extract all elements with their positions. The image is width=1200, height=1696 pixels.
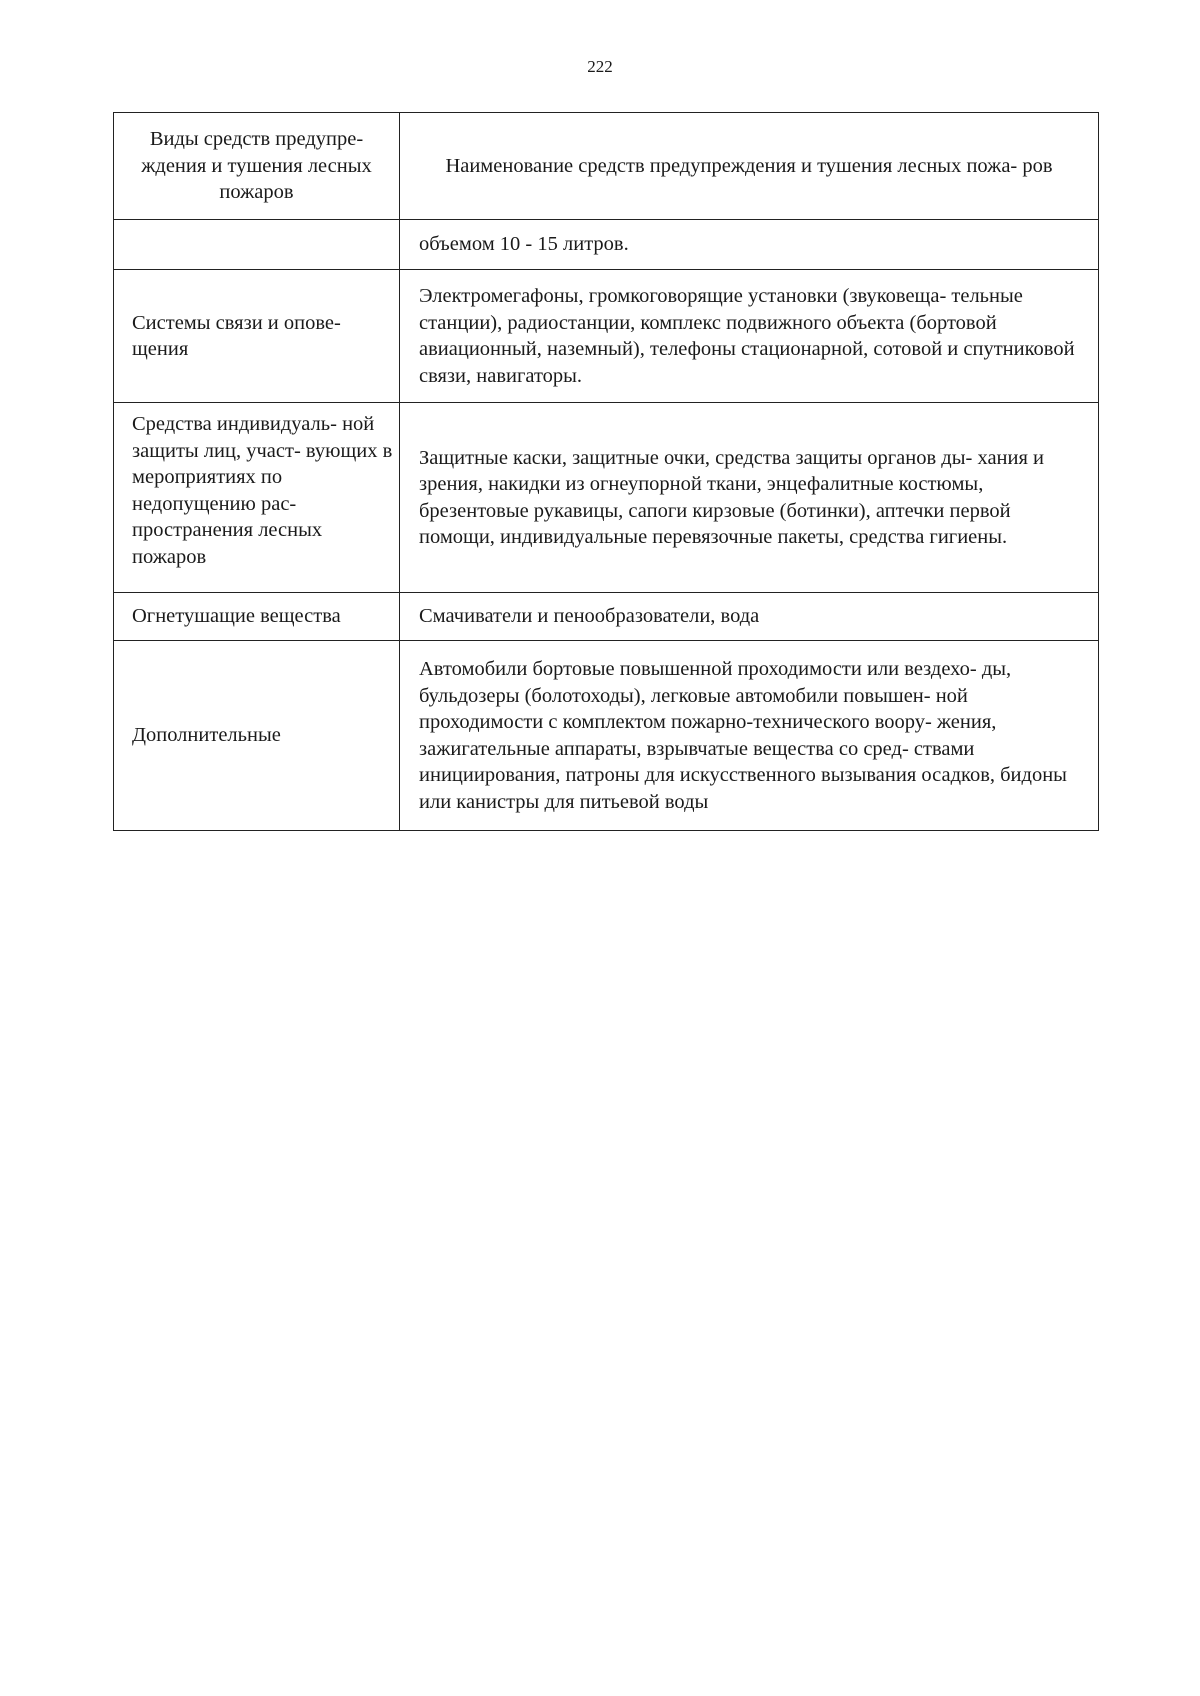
row-kind-cell [114,220,400,270]
row-kind-cell: Дополнительные [114,641,400,831]
row-kind-cell: Системы связи и опове- щения [114,270,400,403]
header-description-text: Наименование средств предупреждения и тушения лесных пожа- ров [445,154,1053,177]
row-description-cell: Электромегафоны, громкоговорящие установки (звуковеща- тельные станции), радиостанции, комплекс подвижного объекта (бортовой авиационный, наземный), телефоны стационарной, сотовой и спутниковой связи, навигаторы. [400,270,1099,403]
row-kind-cell: Огнетушащие вещества [114,593,400,641]
table-row [114,270,1099,403]
row-description-cell: объемом 10 - 15 литров. [400,220,1099,270]
table-row [114,593,1099,641]
row-description-cell: Смачиватели и пенообразователи, вода [400,593,1099,641]
table-row [114,220,1099,270]
table-row [114,641,1099,831]
row-kind-cell: Средства индивидуаль- ной защиты лиц, участ- вующих в мероприятиях по недопущению рас- пространения лесных пожаров [114,403,400,593]
row-description-cell: Автомобили бортовые повышенной проходимости или вездехо- ды, бульдозеры (болотоходы), легковые автомобили повышен- ной проходимости с комплектом пожарно-технического воору- жения, зажигательные аппараты, взрывчатые вещества со сред- ствами инициирования, патроны для искусственного вызывания осадков, бидоны или канистры для питьевой воды [400,641,1099,831]
forest-fire-means-table [113,112,1099,831]
table-row [114,403,1099,593]
header-kind-text: Виды средств предупре- ждения и тушения лесных пожаров [141,128,372,204]
table-header-row [114,113,1099,220]
row-description-cell: Защитные каски, защитные очки, средства защиты органов ды- хания и зрения, накидки из огнеупорной ткани, энцефалитные костюмы, брезентовые рукавицы, сапоги кирзовые (ботинки), аптечки первой помощи, индивидуальные перевязочные пакеты, средства гигиены. [400,403,1099,593]
header-description [400,113,1099,220]
page-number: 222 [587,57,613,76]
header-kind [114,113,400,220]
